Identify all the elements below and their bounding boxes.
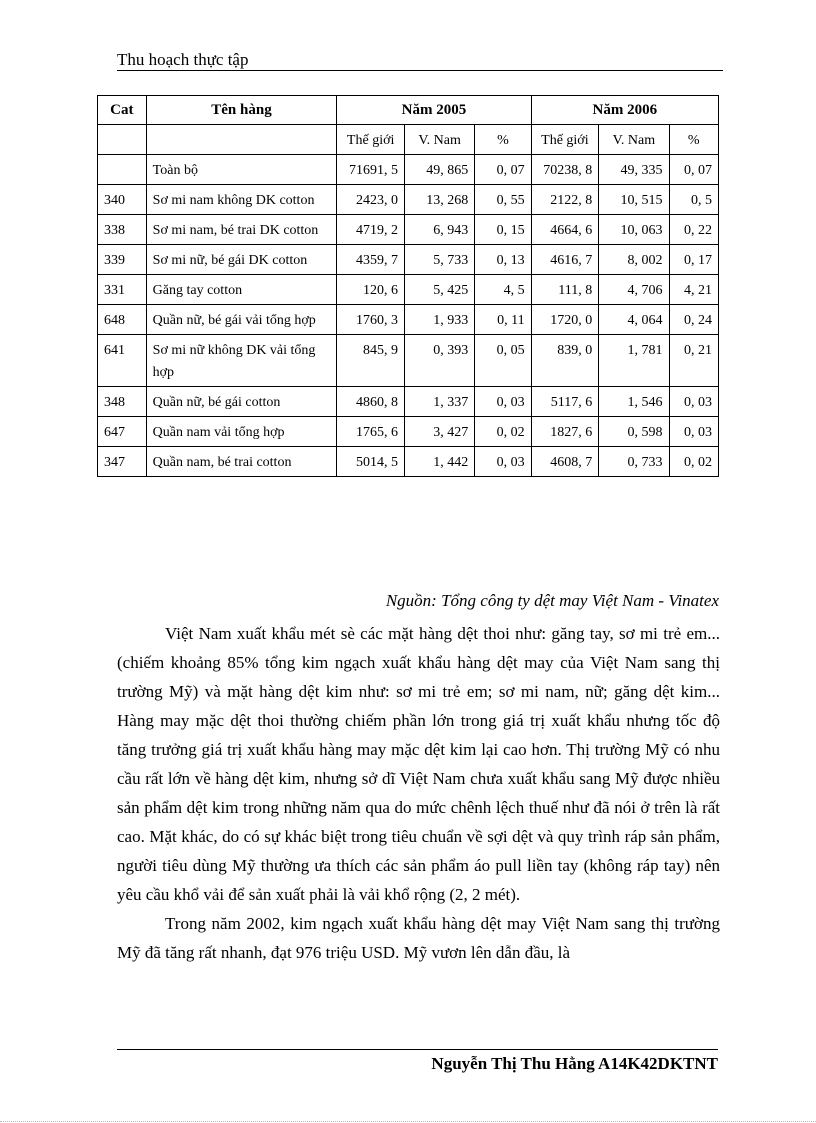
cell-p05: 0, 02 (475, 417, 531, 447)
cell-v06: 1, 546 (599, 387, 669, 417)
cell-w06: 4664, 6 (531, 215, 599, 245)
cell-v05: 5, 733 (404, 245, 474, 275)
cell-cat: 647 (98, 417, 147, 447)
table-row (98, 275, 719, 305)
cell-v05: 1, 442 (404, 447, 474, 477)
cell-w05: 5014, 5 (337, 447, 405, 477)
page-bottom-border (0, 1121, 816, 1122)
sub-world-2006: Thế giới (531, 125, 599, 155)
cell-v05: 1, 933 (404, 305, 474, 335)
cell-p05: 4, 5 (475, 275, 531, 305)
cell-v06: 0, 598 (599, 417, 669, 447)
cell-v05: 6, 943 (404, 215, 474, 245)
col-name: Tên hàng (146, 96, 337, 125)
cell-v06: 1, 781 (599, 335, 669, 387)
table-row (98, 447, 719, 477)
table-row (98, 305, 719, 335)
footer-divider (117, 1049, 718, 1050)
cell-w06: 5117, 6 (531, 387, 599, 417)
cell-cat: 338 (98, 215, 147, 245)
col-cat: Cat (98, 96, 147, 125)
cell-w05: 1760, 3 (337, 305, 405, 335)
cell-name: Toàn bộ (146, 155, 337, 185)
sub-vn-2005: V. Nam (404, 125, 474, 155)
cell-v06: 49, 335 (599, 155, 669, 185)
cell-cat: 331 (98, 275, 147, 305)
paragraph: Trong năm 2002, kim ngạch xuất khẩu hàng dệt may Việt Nam sang thị trường Mỹ đã tăng rất nhanh, đạt 976 triệu USD. Mỹ vươn lên dẫn đầu, là (117, 914, 720, 962)
cell-w06: 4616, 7 (531, 245, 599, 275)
cell-v05: 0, 393 (404, 335, 474, 387)
cell-v06: 0, 733 (599, 447, 669, 477)
page-header (117, 50, 723, 71)
cell-p06: 0, 03 (669, 417, 719, 447)
table-row (98, 185, 719, 215)
cell-p06: 0, 24 (669, 305, 719, 335)
cell-w06: 70238, 8 (531, 155, 599, 185)
cell-v05: 1, 337 (404, 387, 474, 417)
cell-w05: 4359, 7 (337, 245, 405, 275)
cell-cat: 340 (98, 185, 147, 215)
cell-w05: 4719, 2 (337, 215, 405, 245)
cell-name: Quần nữ, bé gái cotton (146, 387, 337, 417)
cell-cat: 648 (98, 305, 147, 335)
cell-w05: 1765, 6 (337, 417, 405, 447)
source-note: Nguồn: Tổng công ty dệt may Việt Nam - Vinatex (385, 591, 719, 610)
sub-vn-2006: V. Nam (599, 125, 669, 155)
cell-v05: 13, 268 (404, 185, 474, 215)
cell-w05: 2423, 0 (337, 185, 405, 215)
sub-pct-2005: % (475, 125, 531, 155)
paragraph: Việt Nam xuất khẩu mét sè các mặt hàng dệt thoi như: găng tay, sơ mi trẻ em... (chiếm khoảng 85% tổng kim ngạch xuất khẩu hàng dệt may của Việt Nam sang thị trường Mỹ) và mặt hàng dệt kim như: sơ mi trẻ em; sơ mi nam, nữ; găng dệt kim... Hàng may mặc dệt thoi thường chiếm phần lớn trong giá trị xuất khẩu nhưng tốc độ tăng trưởng giá trị xuất khẩu hàng may mặc dệt kim lại cao hơn. Thị trường Mỹ có nhu cầu rất lớn về hàng dệt kim, nhưng sở dĩ Việt Nam chưa xuất khẩu sang Mỹ được nhiều sản phẩm dệt kim trong những năm qua do mức chênh lệch thuế như đã nói ở trên là rất cao. Mặt khác, do có sự khác biệt trong tiêu chuẩn về sợi dệt và quy trình ráp sản phẩm, người tiêu dùng Mỹ thường ưa thích các sản phẩm áo pull liền tay (không ráp tay) nên yêu cầu khổ vải để sản xuất phải là vải khổ rộng (2, 2 mét). (117, 624, 720, 904)
cell-p06: 0, 17 (669, 245, 719, 275)
cell-v06: 10, 063 (599, 215, 669, 245)
cell-w05: 845, 9 (337, 335, 405, 387)
cell-p05: 0, 13 (475, 245, 531, 275)
cell-w06: 4608, 7 (531, 447, 599, 477)
cell-v06: 8, 002 (599, 245, 669, 275)
col-2005: Năm 2005 (337, 96, 531, 125)
cell-p06: 0, 22 (669, 215, 719, 245)
cell-p05: 0, 07 (475, 155, 531, 185)
table-row (98, 215, 719, 245)
cell-w06: 839, 0 (531, 335, 599, 387)
table-subheader-row (98, 125, 719, 155)
cell-v06: 4, 064 (599, 305, 669, 335)
cell-name: Sơ mi nữ, bé gái DK cotton (146, 245, 337, 275)
table-row (98, 155, 719, 185)
col-2006: Năm 2006 (531, 96, 718, 125)
cell-cat: 641 (98, 335, 147, 387)
body-text (117, 619, 720, 967)
cell-w05: 4860, 8 (337, 387, 405, 417)
cell-name: Sơ mi nam không DK cotton (146, 185, 337, 215)
table-row (98, 387, 719, 417)
table-row (98, 417, 719, 447)
cell-cat: 339 (98, 245, 147, 275)
cell-cat: 347 (98, 447, 147, 477)
cell-p05: 0, 11 (475, 305, 531, 335)
header-title: Thu hoạch thực tập (117, 50, 249, 69)
cell-name: Quần nam vải tổng hợp (146, 417, 337, 447)
cell-name: Quần nữ, bé gái vải tổng hợp (146, 305, 337, 335)
footer-author: Nguyễn Thị Thu Hằng A14K42DKTNT (431, 1054, 718, 1073)
sub-pct-2006: % (669, 125, 719, 155)
cell-p05: 0, 03 (475, 447, 531, 477)
cell-p05: 0, 05 (475, 335, 531, 387)
cell-p06: 0, 07 (669, 155, 719, 185)
cell-p05: 0, 15 (475, 215, 531, 245)
cell-p05: 0, 03 (475, 387, 531, 417)
cell-v06: 4, 706 (599, 275, 669, 305)
cell-v05: 3, 427 (404, 417, 474, 447)
table-row (98, 245, 719, 275)
cell-v05: 5, 425 (404, 275, 474, 305)
cell-w06: 1720, 0 (531, 305, 599, 335)
cell-cat (98, 155, 147, 185)
cell-p06: 0, 02 (669, 447, 719, 477)
cell-w06: 1827, 6 (531, 417, 599, 447)
export-table (97, 95, 719, 477)
cell-p06: 4, 21 (669, 275, 719, 305)
cell-name: Sơ mi nữ không DK vải tổng hợp (146, 335, 337, 387)
cell-p05: 0, 55 (475, 185, 531, 215)
cell-v05: 49, 865 (404, 155, 474, 185)
cell-w06: 2122, 8 (531, 185, 599, 215)
table-header-row (98, 96, 719, 125)
cell-w06: 111, 8 (531, 275, 599, 305)
cell-name: Găng tay cotton (146, 275, 337, 305)
cell-p06: 0, 03 (669, 387, 719, 417)
table-row (98, 335, 719, 387)
cell-w05: 120, 6 (337, 275, 405, 305)
sub-world-2005: Thế giới (337, 125, 405, 155)
cell-cat: 348 (98, 387, 147, 417)
cell-name: Quần nam, bé trai cotton (146, 447, 337, 477)
cell-p06: 0, 21 (669, 335, 719, 387)
cell-w05: 71691, 5 (337, 155, 405, 185)
cell-v06: 10, 515 (599, 185, 669, 215)
cell-p06: 0, 5 (669, 185, 719, 215)
cell-name: Sơ mi nam, bé trai DK cotton (146, 215, 337, 245)
